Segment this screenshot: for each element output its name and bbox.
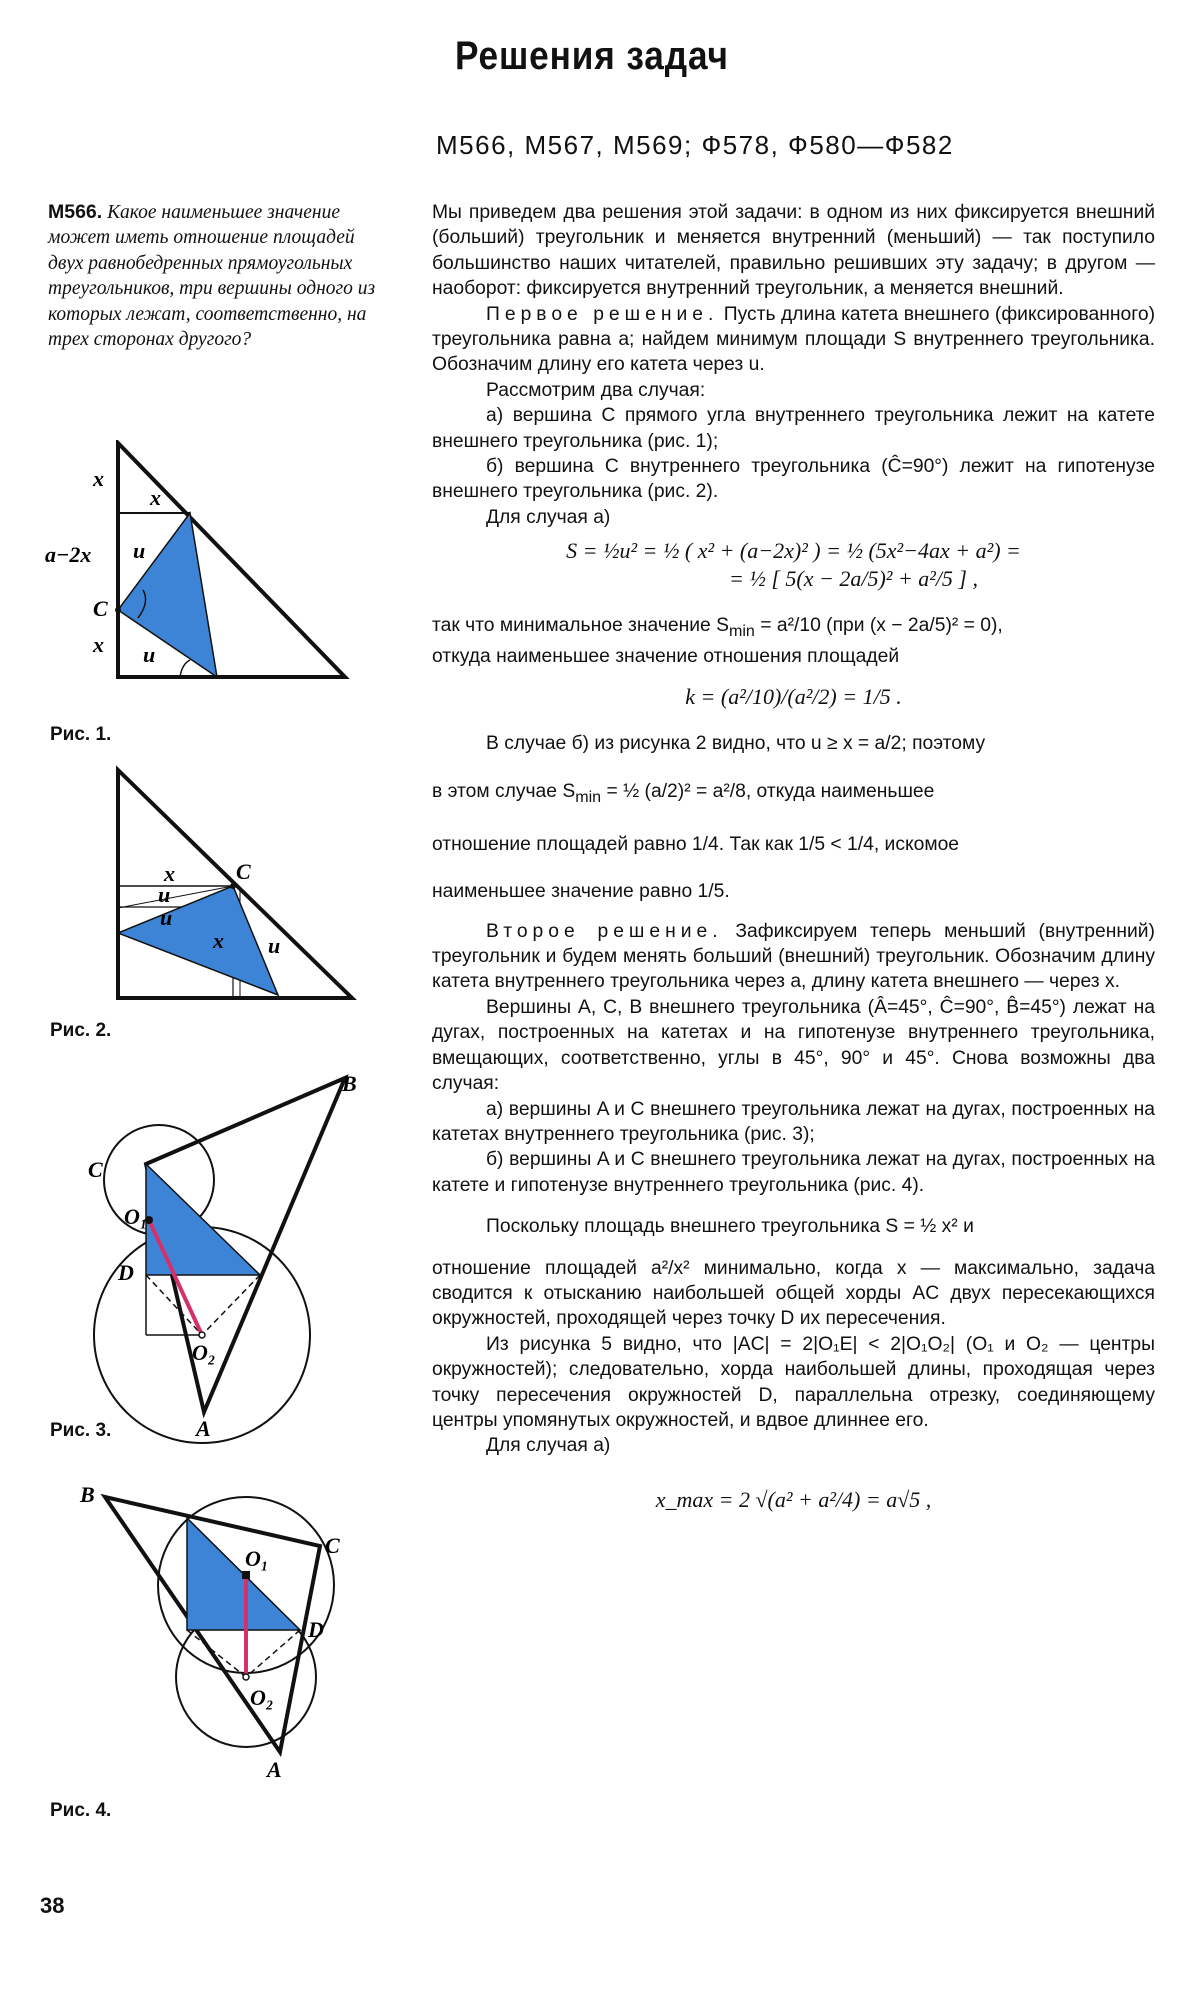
label-u-bottom: u [143, 642, 156, 667]
paragraph: Мы приведем два решения этой задачи: в одном из них фиксируется внешний (больший) треугольник и меняется внутренний (меньший) — так поступило большинство наших читателей, правильно решивших эту задачу; в другом — наоборот: фиксируется внутренний треугольник, а меняется внешний. [432, 202, 1155, 300]
paragraph [432, 302, 1155, 378]
figure-1 [45, 440, 355, 690]
paragraph-text: Пусть длина катета внешнего (фиксированного) треугольника равна a; найдем минимум площади S внутреннего треугольника. Обозначим длину его катета через u. [432, 303, 1155, 376]
paragraph: отношение площадей равно 1/4. Так как 1/5 < 1/4, искомое [432, 833, 960, 855]
label-u3: u [268, 933, 281, 958]
label-a: A [196, 1416, 211, 1441]
label-u1: u [158, 882, 171, 907]
paragraph: Рассмотрим два случая: [486, 379, 706, 401]
formula-2: k = (a²/10)/(a²/2) = 1/5 . [685, 683, 902, 709]
dash-2 [246, 1630, 300, 1677]
label-x-bottom: x [93, 632, 104, 657]
label-c: C [236, 859, 251, 884]
label-d: D [308, 1617, 324, 1642]
paragraph-text: так что минимальное значение S [432, 615, 729, 637]
problem-list-heading: М566, М567, М569; Ф578, Ф580—Ф582 [436, 130, 954, 160]
label-x-inner: x [150, 485, 161, 510]
paragraph: отношение площадей a²/x² минимально, когда x — максимально, задача сводится к отысканию наибольшей общей хорды AC двух пересекающихся окружностей, проходящей через точку D их пересечения. [432, 1257, 1155, 1330]
paragraph [432, 779, 1155, 810]
label-d: D [118, 1260, 134, 1285]
paragraph [432, 919, 1155, 995]
point-c [115, 607, 121, 613]
center-o2 [199, 1332, 205, 1338]
caption-fig-2: Рис. 2. [50, 1020, 112, 1041]
label-x-top: x [93, 466, 104, 491]
caption-fig-4: Рис. 4. [50, 1800, 112, 1821]
paragraph: а) вершины A и C внешнего треугольника лежат на дугах, построенных на катетах внутреннего треугольника (рис. 3); [432, 1098, 1155, 1145]
paragraph: В случае б) из рисунка 2 видно, что u ≥ x = a/2; поэтому [486, 733, 986, 755]
label-a-minus-2x: a−2x [45, 542, 92, 567]
label-c: C [93, 596, 108, 621]
label-b: B [80, 1482, 95, 1507]
label-x: x [164, 861, 175, 886]
paragraph-text: в этом случае S [432, 780, 576, 802]
figure-2 [100, 765, 360, 1010]
section-head: Первое решение. [486, 303, 719, 325]
label-c: C [88, 1157, 103, 1182]
label-o1: O₁ [245, 1546, 269, 1571]
paragraph: Вершины A, C, B внешнего треугольника (Â=45°, Ĉ=90°, B̂=45°) лежат на дугах, построенных на катетах и на гипотенузе внутреннего треугольника, вмещающих, соответственно, углы в 45°, 90° и 45°. Снова возможны два случая: [432, 996, 1155, 1095]
paragraph: Для случая а) [486, 506, 611, 528]
label-b: B [342, 1071, 357, 1096]
paragraph-text: Зафиксируем теперь меньший (внутренний) треугольник и будем менять больший (внешний) треугольник. Обозначим длину катета внутреннего треугольника через a, длину катета внешнего — через x. [432, 920, 1155, 993]
caption-fig-3: Рис. 3. [50, 1420, 112, 1441]
formula-3: x_max = 2 √(a² + a²/4) = a√5 , [655, 1486, 932, 1512]
dash-1 [187, 1630, 246, 1677]
paragraph: Поскольку площадь внешнего треугольника S = ½ x² и [486, 1216, 974, 1238]
label-o2: O₂ [250, 1685, 274, 1710]
center-o1 [242, 1571, 250, 1579]
label-u2: u [160, 905, 173, 930]
figure-3 [80, 1070, 380, 1450]
paragraph: Для случая а) [486, 1435, 611, 1457]
formula-1b: = ½ [ 5(x − 2a/5)² + a²/5 ] , [729, 565, 978, 591]
problem-statement [48, 200, 393, 352]
solution-text [432, 200, 1155, 1522]
label-u-left: u [133, 538, 146, 563]
paragraph: б) вершина C внутреннего треугольника (Ĉ=90°) лежит на гипотенузе внешнего треугольника (рис. 2). [432, 456, 1155, 503]
center-o2 [243, 1674, 249, 1680]
caption-fig-1: Рис. 1. [50, 724, 112, 745]
page-title: Решения задач [455, 34, 729, 78]
paragraph: откуда наименьшее значение отношения площадей [432, 646, 900, 668]
label-x-mid: x [213, 928, 224, 953]
paragraph: б) вершины A и C внешнего треугольника лежат на дугах, построенных на катете и гипотенузе внутреннего треугольника (рис. 4). [432, 1149, 1155, 1196]
formula-1a: S = ½u² = ½ ( x² + (a−2x)² ) = ½ (5x²−4ax + a²) = [566, 538, 1021, 564]
subscript: min [575, 787, 602, 806]
section-head: Второе решение. [486, 920, 723, 942]
angle-arc-bottom [180, 660, 190, 677]
inner-triangle [146, 1164, 260, 1275]
paragraph [432, 613, 1155, 644]
label-a: A [267, 1757, 282, 1780]
problem-text: Какое наименьшее значение может иметь отношение площадей двух равнобедренных прямоугольных треугольников, три вершины одного из которых лежат, соответственно, на трех сторонах другого? [48, 202, 376, 351]
paragraph: Из рисунка 5 видно, что |AC| = 2|O₁E| < 2|O₁O₂| (O₁ и O₂ — центры окружностей); следовательно, хорда наибольшей длины, проходящая через точку пересечения окружностей D, параллельна отрезку, соединяющему центры упомянутых окружностей, и вдвое длиннее его. [432, 1333, 1155, 1431]
label-o2: O₂ [192, 1340, 216, 1365]
label-o1: O₁ [124, 1204, 148, 1229]
problem-number: М566. [48, 201, 103, 223]
paragraph-text: = ½ (a/2)² = a²/8, откуда наименьшее [601, 780, 935, 802]
subscript: min [728, 621, 755, 640]
label-c: C [325, 1533, 340, 1558]
figure-4 [75, 1480, 365, 1780]
paragraph: наименьшее значение равно 1/5. [432, 881, 730, 903]
paragraph-text: = a²/10 (при (x − 2a/5)² = 0), [754, 615, 1003, 637]
paragraph: а) вершина C прямого угла внутреннего треугольника лежит на катете внешнего треугольника (рис. 1); [432, 405, 1155, 452]
page-number: 38 [40, 1893, 65, 1918]
